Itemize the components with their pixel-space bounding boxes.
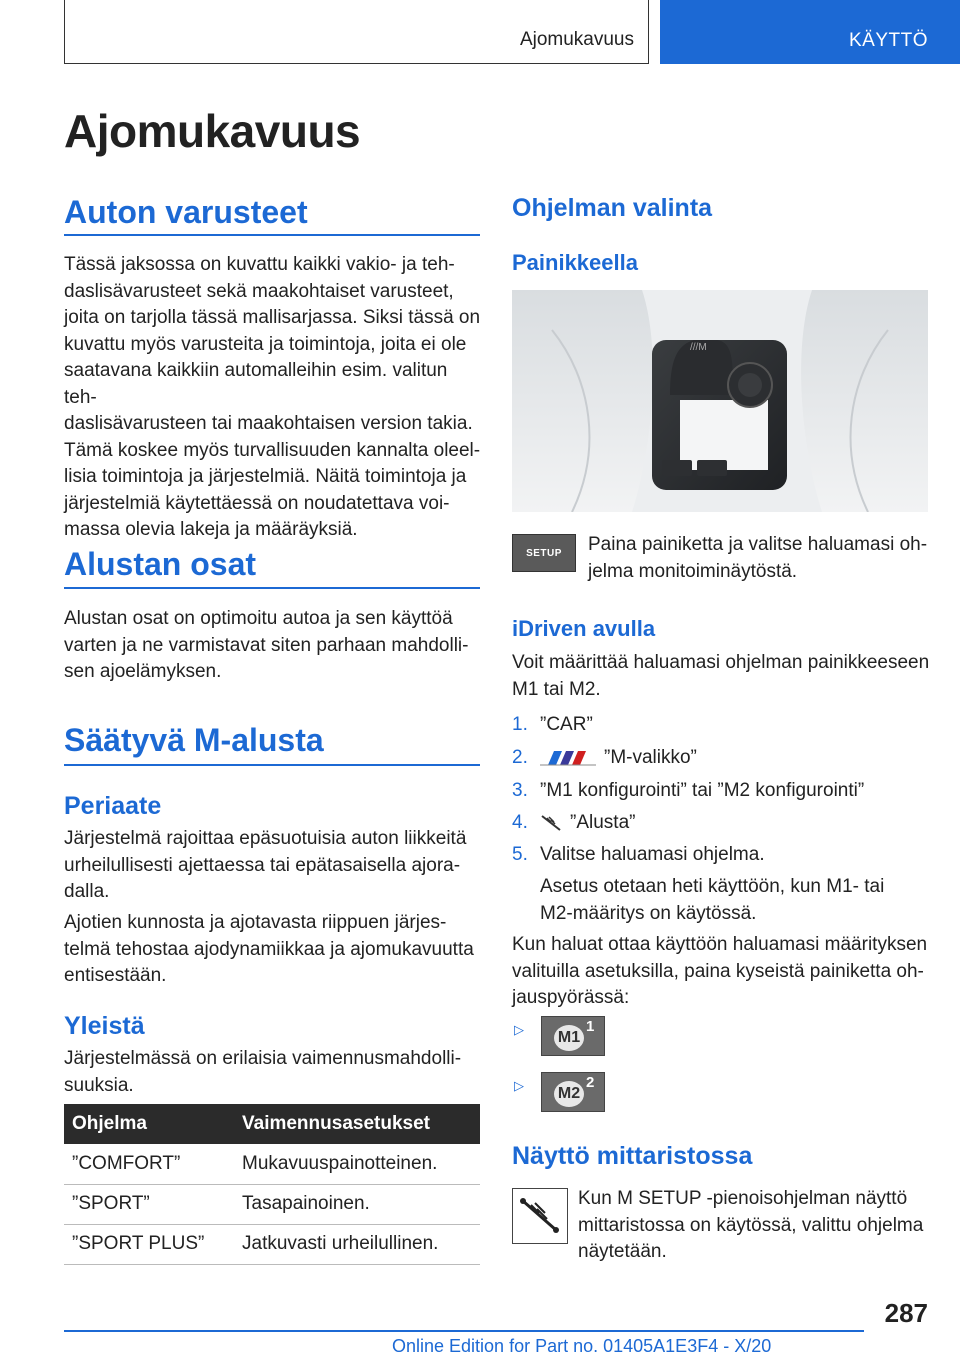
setup-icon-label: SETUP xyxy=(526,547,562,559)
heading-chassis: Alustan osat xyxy=(64,546,257,582)
heading-program-selection: Ohjelman valinta xyxy=(512,194,713,222)
heading-rule xyxy=(64,764,480,766)
idrive-paragraph xyxy=(512,650,932,703)
shock-absorber-icon xyxy=(540,814,562,832)
text-line: massa olevia lakeja ja määräyksiä. xyxy=(64,519,358,540)
m2-button-icon xyxy=(541,1072,605,1112)
principle-paragraph-2 xyxy=(64,910,484,990)
text-line: Asetus otetaan heti käyttöön, kun M1- tai xyxy=(540,876,885,897)
table-cell: ”SPORT PLUS” xyxy=(64,1224,234,1264)
text-line: mittaristossa on käytössä, valittu ohjelma xyxy=(578,1214,924,1236)
equipment-paragraph xyxy=(64,252,484,544)
heading-equipment: Auton varusteet xyxy=(64,194,308,230)
table-row xyxy=(64,1184,480,1224)
text-line: M2-määritys on käytössä. xyxy=(540,902,757,924)
table-cell: Tasapainoinen. xyxy=(234,1184,480,1224)
table-header-program: Ohjelma xyxy=(64,1104,234,1144)
table-cell: ”COMFORT” xyxy=(64,1144,234,1184)
text-line: jelma monitoiminäytöstä. xyxy=(588,560,798,582)
m1-button-icon xyxy=(541,1016,605,1056)
text-line: dalla. xyxy=(64,881,110,902)
text-line: Tämä koskee myös turvallisuuden kannalta oleel- xyxy=(64,439,481,461)
text-line: Voit määrittää haluamasi ohjelman painikkeeseen xyxy=(512,652,930,673)
setup-button-icon xyxy=(512,534,576,572)
step-number: 2. xyxy=(512,747,528,768)
m1-sup: 1 xyxy=(586,1018,595,1035)
m1-badge: M1 xyxy=(554,1025,584,1051)
table-cell: Jatkuvasti urheilullinen. xyxy=(234,1224,480,1264)
step-text: Valitse haluamasi ohjelma. xyxy=(540,844,765,865)
text-line: järjestelmiä käytettäessä on noudatettava voi- xyxy=(64,492,450,514)
text-line: kuvattu myös varusteita ja toimintoja, joita ei ole xyxy=(64,333,467,355)
text-line: daslisävarusteen tai maakohtaisen version takia. xyxy=(64,413,473,434)
text-line: valituilla asetuksilla, paina kyseistä painiketta oh- xyxy=(512,960,924,982)
table-cell: ”SPORT” xyxy=(64,1184,234,1224)
damping-table xyxy=(64,1104,480,1265)
text-line: Järjestelmässä on erilaisia vaimennusmahdolli- xyxy=(64,1048,462,1069)
text-line: varten ja ne varmistavat siten parhaan mahdolli- xyxy=(64,634,469,656)
step-text: ”CAR” xyxy=(540,714,593,735)
heading-principle: Periaate xyxy=(64,792,162,820)
table-header-row xyxy=(64,1104,480,1144)
general-paragraph xyxy=(64,1046,484,1099)
m-stripes-icon xyxy=(540,749,596,767)
table-row xyxy=(64,1224,480,1264)
list-item xyxy=(512,714,593,736)
step-text: ”M1 konfigurointi” tai ”M2 konfigurointi” xyxy=(540,780,865,801)
header-section-box xyxy=(64,0,649,64)
step-number: 1. xyxy=(512,714,528,735)
page-number: 287 xyxy=(884,1298,928,1328)
step-number: 3. xyxy=(512,780,528,801)
button-instruction xyxy=(588,532,928,585)
header-section-title: Ajomukavuus xyxy=(519,29,634,50)
text-line: saatavana kaikkiin automalleihin esim. valitun teh- xyxy=(64,360,448,408)
text-line: Paina painiketta ja valitse haluamasi oh- xyxy=(588,534,928,555)
table-header-damping: Vaimennusasetukset xyxy=(234,1104,480,1144)
text-line: Kun M SETUP -pienoisohjelman näyttö xyxy=(578,1188,908,1209)
page-title: Ajomukavuus xyxy=(64,105,361,157)
bullet-triangle-icon: ▷ xyxy=(514,1022,524,1037)
heading-with-button: Painikkeella xyxy=(512,250,638,275)
step5-subtext xyxy=(540,874,940,927)
list-item xyxy=(512,780,864,802)
header-chapter-tab[interactable] xyxy=(660,0,960,64)
heading-general: Yleistä xyxy=(64,1012,145,1040)
heading-instrument-display: Näyttö mittaristossa xyxy=(512,1142,753,1170)
apply-paragraph xyxy=(512,932,932,1012)
list-item xyxy=(512,844,765,866)
text-line: M1 tai M2. xyxy=(512,678,601,700)
table-row xyxy=(64,1144,480,1184)
footer-edition: Online Edition for Part no. 01405A1E3F4 - X/20 xyxy=(392,1336,772,1356)
step-text: ”Alusta” xyxy=(570,812,636,833)
step-text: ”M-valikko” xyxy=(604,747,697,768)
principle-paragraph-1 xyxy=(64,826,484,906)
center-console-photo xyxy=(512,290,928,512)
text-line: sen ajoelämyksen. xyxy=(64,661,222,682)
heading-rule xyxy=(64,234,480,236)
display-paragraph xyxy=(578,1186,938,1266)
text-line: jauspyörässä: xyxy=(512,987,630,1008)
text-line: Kun haluat ottaa käyttöön haluamasi määrityksen xyxy=(512,934,928,955)
text-line: joita on tarjolla tässä mallisarjassa. Siksi tässä on xyxy=(64,307,481,328)
text-line: entisestään. xyxy=(64,965,167,986)
text-line: lisia toimintoja ja järjestelmiä. Näitä toimintoja ja xyxy=(64,466,467,487)
step-number: 4. xyxy=(512,812,528,833)
text-line: daslisävarusteet sekä maakohtaiset varusteet, xyxy=(64,280,454,302)
header-chapter-label: KÄYTTÖ xyxy=(848,30,928,51)
text-line: urheilullisesti ajettaessa tai epätasaisella ajora- xyxy=(64,854,461,876)
heading-idrive: iDriven avulla xyxy=(512,616,656,641)
text-line: Järjestelmä rajoittaa epäsuotuisia auton liikkeitä xyxy=(64,828,467,849)
heading-adaptive-chassis: Säätyvä M-alusta xyxy=(64,722,324,758)
text-line: telmä tehostaa ajodynamiikkaa ja ajomukavuutta xyxy=(64,938,474,960)
heading-rule xyxy=(64,587,480,589)
step-number: 5. xyxy=(512,844,528,865)
footer-rule xyxy=(64,1330,864,1332)
m2-badge: M2 xyxy=(554,1081,584,1107)
text-line: Tässä jaksossa on kuvattu kaikki vakio- ja teh- xyxy=(64,254,455,275)
svg-text:///M: ///M xyxy=(690,342,707,353)
list-item xyxy=(512,747,697,769)
shock-absorber-display-icon xyxy=(512,1188,568,1244)
chassis-paragraph xyxy=(64,606,484,686)
bullet-triangle-icon: ▷ xyxy=(514,1078,524,1093)
m2-sup: 2 xyxy=(586,1074,595,1091)
text-line: suuksia. xyxy=(64,1074,134,1096)
text-line: Alustan osat on optimoitu autoa ja sen käyttöä xyxy=(64,608,453,629)
table-cell: Mukavuuspainotteinen. xyxy=(234,1144,480,1184)
text-line: Ajotien kunnosta ja ajotavasta riippuen järjes- xyxy=(64,912,447,933)
text-line: näytetään. xyxy=(578,1241,667,1262)
list-item xyxy=(512,812,635,834)
